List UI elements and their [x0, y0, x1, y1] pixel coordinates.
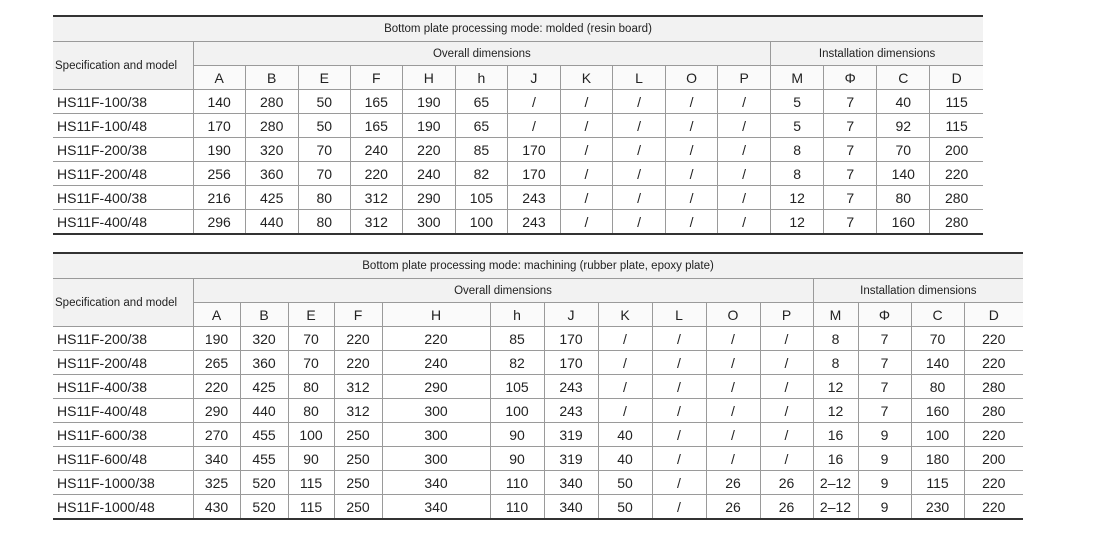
- value-cell: 82: [490, 351, 544, 375]
- dimensions-table-machining: [53, 252, 1023, 520]
- value-cell: 340: [382, 495, 490, 520]
- value-cell: 2–12: [813, 471, 858, 495]
- column-header: h: [455, 66, 507, 90]
- group-header-row: [53, 279, 1023, 303]
- value-cell: 220: [334, 327, 382, 351]
- value-cell: 26: [760, 495, 813, 520]
- column-header: F: [350, 66, 402, 90]
- value-cell: 50: [598, 471, 652, 495]
- value-cell: 250: [334, 423, 382, 447]
- value-cell: /: [666, 138, 718, 162]
- value-cell: 312: [334, 375, 382, 399]
- table-row: [53, 186, 983, 210]
- value-cell: 280: [964, 375, 1023, 399]
- table-row: [53, 138, 983, 162]
- column-header: A: [193, 303, 240, 327]
- value-cell: 7: [824, 186, 877, 210]
- table-row: [53, 90, 983, 114]
- value-cell: 220: [964, 471, 1023, 495]
- value-cell: 280: [245, 90, 298, 114]
- model-cell: HS11F-400/38: [53, 186, 193, 210]
- value-cell: 170: [507, 162, 560, 186]
- column-header: F: [334, 303, 382, 327]
- value-cell: 7: [858, 351, 911, 375]
- column-header: D: [930, 66, 983, 90]
- value-cell: 250: [334, 471, 382, 495]
- value-cell: 300: [402, 210, 455, 235]
- value-cell: /: [760, 351, 813, 375]
- value-cell: 220: [350, 162, 402, 186]
- value-cell: 65: [455, 90, 507, 114]
- value-cell: 325: [193, 471, 240, 495]
- value-cell: 243: [544, 399, 598, 423]
- value-cell: /: [652, 495, 706, 520]
- value-cell: /: [598, 399, 652, 423]
- value-cell: 180: [911, 447, 964, 471]
- value-cell: 7: [824, 114, 877, 138]
- table-title-row: [53, 16, 983, 42]
- value-cell: 115: [930, 90, 983, 114]
- value-cell: 296: [193, 210, 245, 235]
- value-cell: /: [598, 327, 652, 351]
- value-cell: 82: [455, 162, 507, 186]
- column-header: L: [613, 66, 666, 90]
- value-cell: 8: [813, 351, 858, 375]
- column-header: D: [964, 303, 1023, 327]
- value-cell: 360: [245, 162, 298, 186]
- table-row: [53, 471, 1023, 495]
- value-cell: 425: [245, 186, 298, 210]
- value-cell: 7: [858, 375, 911, 399]
- value-cell: 7: [824, 210, 877, 235]
- model-cell: HS11F-600/48: [53, 447, 193, 471]
- value-cell: 290: [382, 375, 490, 399]
- table-title-row: [53, 253, 1023, 279]
- table-row: [53, 495, 1023, 520]
- value-cell: 80: [298, 186, 350, 210]
- value-cell: /: [666, 90, 718, 114]
- value-cell: /: [560, 138, 612, 162]
- value-cell: /: [613, 114, 666, 138]
- value-cell: 16: [813, 423, 858, 447]
- value-cell: 80: [877, 186, 930, 210]
- value-cell: 220: [193, 375, 240, 399]
- value-cell: 80: [298, 210, 350, 235]
- value-cell: 170: [544, 327, 598, 351]
- value-cell: 190: [402, 90, 455, 114]
- value-cell: 12: [771, 186, 824, 210]
- table-title: Bottom plate processing mode: machining (rubber plate, epoxy plate): [53, 253, 1023, 279]
- value-cell: /: [560, 186, 612, 210]
- value-cell: 430: [193, 495, 240, 520]
- column-header: K: [598, 303, 652, 327]
- column-header: M: [813, 303, 858, 327]
- column-header: C: [877, 66, 930, 90]
- value-cell: 12: [771, 210, 824, 235]
- table-row: [53, 351, 1023, 375]
- value-cell: 115: [911, 471, 964, 495]
- model-cell: HS11F-400/48: [53, 399, 193, 423]
- value-cell: 12: [813, 399, 858, 423]
- value-cell: /: [598, 375, 652, 399]
- value-cell: 243: [507, 210, 560, 235]
- value-cell: 7: [824, 90, 877, 114]
- value-cell: 455: [240, 447, 288, 471]
- model-cell: HS11F-400/38: [53, 375, 193, 399]
- table-row: [53, 114, 983, 138]
- value-cell: /: [706, 447, 760, 471]
- value-cell: 220: [402, 138, 455, 162]
- value-cell: 80: [288, 399, 334, 423]
- value-cell: /: [652, 423, 706, 447]
- column-header: M: [771, 66, 824, 90]
- value-cell: 2–12: [813, 495, 858, 520]
- value-cell: 290: [193, 399, 240, 423]
- value-cell: 9: [858, 495, 911, 520]
- installation-dimensions-header: Installation dimensions: [771, 42, 983, 66]
- value-cell: /: [718, 114, 771, 138]
- value-cell: 520: [240, 471, 288, 495]
- value-cell: /: [560, 162, 612, 186]
- value-cell: 9: [858, 447, 911, 471]
- value-cell: 140: [193, 90, 245, 114]
- value-cell: 280: [245, 114, 298, 138]
- value-cell: 200: [964, 447, 1023, 471]
- column-header: P: [718, 66, 771, 90]
- value-cell: /: [507, 90, 560, 114]
- value-cell: /: [760, 327, 813, 351]
- overall-dimensions-header: Overall dimensions: [193, 279, 813, 303]
- model-cell: HS11F-200/48: [53, 162, 193, 186]
- value-cell: 300: [382, 447, 490, 471]
- value-cell: 115: [288, 495, 334, 520]
- value-cell: 312: [334, 399, 382, 423]
- value-cell: 105: [490, 375, 544, 399]
- value-cell: 90: [490, 447, 544, 471]
- column-header-row: [53, 303, 1023, 327]
- value-cell: /: [613, 162, 666, 186]
- value-cell: 90: [288, 447, 334, 471]
- value-cell: 360: [240, 351, 288, 375]
- value-cell: /: [613, 210, 666, 235]
- value-cell: 340: [382, 471, 490, 495]
- value-cell: 70: [298, 138, 350, 162]
- value-cell: 312: [350, 186, 402, 210]
- value-cell: /: [718, 138, 771, 162]
- value-cell: 26: [760, 471, 813, 495]
- value-cell: /: [560, 114, 612, 138]
- value-cell: /: [613, 138, 666, 162]
- model-cell: HS11F-200/38: [53, 138, 193, 162]
- value-cell: 80: [911, 375, 964, 399]
- value-cell: 270: [193, 423, 240, 447]
- column-header: Φ: [858, 303, 911, 327]
- installation-dimensions-header: Installation dimensions: [813, 279, 1023, 303]
- value-cell: /: [652, 471, 706, 495]
- column-header: O: [666, 66, 718, 90]
- value-cell: 140: [877, 162, 930, 186]
- column-header: J: [507, 66, 560, 90]
- value-cell: 40: [877, 90, 930, 114]
- value-cell: /: [760, 375, 813, 399]
- value-cell: 9: [858, 471, 911, 495]
- value-cell: 170: [193, 114, 245, 138]
- table-row: [53, 162, 983, 186]
- group-header-row: [53, 42, 983, 66]
- value-cell: 320: [245, 138, 298, 162]
- value-cell: /: [560, 90, 612, 114]
- value-cell: 340: [193, 447, 240, 471]
- value-cell: 9: [858, 423, 911, 447]
- value-cell: /: [652, 375, 706, 399]
- value-cell: 520: [240, 495, 288, 520]
- column-header: h: [490, 303, 544, 327]
- value-cell: 216: [193, 186, 245, 210]
- value-cell: 165: [350, 90, 402, 114]
- model-cell: HS11F-100/48: [53, 114, 193, 138]
- value-cell: 5: [771, 114, 824, 138]
- column-header: J: [544, 303, 598, 327]
- value-cell: 50: [298, 90, 350, 114]
- value-cell: /: [507, 114, 560, 138]
- column-header: B: [245, 66, 298, 90]
- value-cell: /: [598, 351, 652, 375]
- value-cell: 5: [771, 90, 824, 114]
- value-cell: 340: [544, 495, 598, 520]
- model-cell: HS11F-1000/38: [53, 471, 193, 495]
- value-cell: 455: [240, 423, 288, 447]
- dimensions-table-molded: [53, 15, 983, 235]
- value-cell: /: [652, 351, 706, 375]
- value-cell: 70: [911, 327, 964, 351]
- value-cell: /: [666, 210, 718, 235]
- value-cell: 220: [964, 327, 1023, 351]
- value-cell: 160: [911, 399, 964, 423]
- value-cell: 165: [350, 114, 402, 138]
- value-cell: /: [718, 186, 771, 210]
- value-cell: 250: [334, 447, 382, 471]
- value-cell: /: [706, 375, 760, 399]
- model-cell: HS11F-1000/48: [53, 495, 193, 520]
- table-row: [53, 375, 1023, 399]
- value-cell: 110: [490, 471, 544, 495]
- value-cell: 90: [490, 423, 544, 447]
- value-cell: 256: [193, 162, 245, 186]
- value-cell: 12: [813, 375, 858, 399]
- value-cell: 170: [544, 351, 598, 375]
- value-cell: 280: [930, 186, 983, 210]
- column-header: P: [760, 303, 813, 327]
- value-cell: 190: [193, 327, 240, 351]
- value-cell: /: [666, 186, 718, 210]
- table-row: [53, 399, 1023, 423]
- value-cell: 26: [706, 471, 760, 495]
- value-cell: 280: [930, 210, 983, 235]
- value-cell: 340: [544, 471, 598, 495]
- column-header: E: [298, 66, 350, 90]
- value-cell: 70: [288, 327, 334, 351]
- value-cell: /: [760, 423, 813, 447]
- value-cell: /: [560, 210, 612, 235]
- value-cell: 100: [490, 399, 544, 423]
- value-cell: /: [706, 399, 760, 423]
- column-header: B: [240, 303, 288, 327]
- value-cell: 200: [930, 138, 983, 162]
- table-row: [53, 327, 1023, 351]
- value-cell: /: [666, 162, 718, 186]
- value-cell: 190: [193, 138, 245, 162]
- spec-model-header: Specification and model: [53, 42, 193, 90]
- value-cell: 220: [964, 351, 1023, 375]
- value-cell: 50: [298, 114, 350, 138]
- value-cell: 40: [598, 447, 652, 471]
- value-cell: 140: [911, 351, 964, 375]
- value-cell: 320: [240, 327, 288, 351]
- value-cell: /: [760, 447, 813, 471]
- value-cell: 440: [245, 210, 298, 235]
- value-cell: 319: [544, 423, 598, 447]
- value-cell: 65: [455, 114, 507, 138]
- value-cell: 160: [877, 210, 930, 235]
- value-cell: 265: [193, 351, 240, 375]
- value-cell: /: [666, 114, 718, 138]
- value-cell: 220: [334, 351, 382, 375]
- value-cell: 7: [858, 399, 911, 423]
- model-cell: HS11F-200/48: [53, 351, 193, 375]
- column-header: H: [382, 303, 490, 327]
- value-cell: /: [652, 327, 706, 351]
- column-header: O: [706, 303, 760, 327]
- value-cell: /: [718, 162, 771, 186]
- value-cell: /: [718, 210, 771, 235]
- value-cell: 85: [455, 138, 507, 162]
- value-cell: 230: [911, 495, 964, 520]
- value-cell: 7: [858, 327, 911, 351]
- table-title: Bottom plate processing mode: molded (resin board): [53, 16, 983, 42]
- value-cell: 70: [877, 138, 930, 162]
- value-cell: /: [613, 186, 666, 210]
- value-cell: 100: [288, 423, 334, 447]
- value-cell: 250: [334, 495, 382, 520]
- value-cell: 240: [382, 351, 490, 375]
- table-row: [53, 447, 1023, 471]
- value-cell: 220: [964, 495, 1023, 520]
- value-cell: 190: [402, 114, 455, 138]
- value-cell: 110: [490, 495, 544, 520]
- column-header: L: [652, 303, 706, 327]
- value-cell: 170: [507, 138, 560, 162]
- value-cell: 70: [288, 351, 334, 375]
- value-cell: 243: [507, 186, 560, 210]
- spec-model-header: Specification and model: [53, 279, 193, 327]
- value-cell: 240: [402, 162, 455, 186]
- value-cell: 300: [382, 399, 490, 423]
- value-cell: 100: [911, 423, 964, 447]
- value-cell: 7: [824, 138, 877, 162]
- value-cell: 8: [813, 327, 858, 351]
- value-cell: 50: [598, 495, 652, 520]
- value-cell: 40: [598, 423, 652, 447]
- column-header: K: [560, 66, 612, 90]
- table-row: [53, 423, 1023, 447]
- overall-dimensions-header: Overall dimensions: [193, 42, 771, 66]
- value-cell: 26: [706, 495, 760, 520]
- value-cell: 440: [240, 399, 288, 423]
- value-cell: 105: [455, 186, 507, 210]
- value-cell: 80: [288, 375, 334, 399]
- value-cell: /: [706, 423, 760, 447]
- value-cell: /: [652, 399, 706, 423]
- value-cell: 115: [930, 114, 983, 138]
- value-cell: 290: [402, 186, 455, 210]
- model-cell: HS11F-400/48: [53, 210, 193, 235]
- value-cell: 16: [813, 447, 858, 471]
- value-cell: 240: [350, 138, 402, 162]
- value-cell: /: [760, 399, 813, 423]
- value-cell: 7: [824, 162, 877, 186]
- column-header-row: [53, 66, 983, 90]
- value-cell: 220: [930, 162, 983, 186]
- model-cell: HS11F-200/38: [53, 327, 193, 351]
- value-cell: 319: [544, 447, 598, 471]
- value-cell: 220: [382, 327, 490, 351]
- value-cell: 85: [490, 327, 544, 351]
- model-cell: HS11F-600/38: [53, 423, 193, 447]
- value-cell: 8: [771, 138, 824, 162]
- value-cell: 70: [298, 162, 350, 186]
- value-cell: 300: [382, 423, 490, 447]
- value-cell: 312: [350, 210, 402, 235]
- value-cell: /: [706, 351, 760, 375]
- value-cell: 280: [964, 399, 1023, 423]
- value-cell: /: [706, 327, 760, 351]
- value-cell: 100: [455, 210, 507, 235]
- column-header: H: [402, 66, 455, 90]
- column-header: E: [288, 303, 334, 327]
- value-cell: /: [718, 90, 771, 114]
- value-cell: 115: [288, 471, 334, 495]
- value-cell: 425: [240, 375, 288, 399]
- column-header: A: [193, 66, 245, 90]
- column-header: C: [911, 303, 964, 327]
- value-cell: /: [652, 447, 706, 471]
- value-cell: /: [613, 90, 666, 114]
- table-row: [53, 210, 983, 235]
- value-cell: 243: [544, 375, 598, 399]
- column-header: Φ: [824, 66, 877, 90]
- value-cell: 8: [771, 162, 824, 186]
- value-cell: 92: [877, 114, 930, 138]
- model-cell: HS11F-100/38: [53, 90, 193, 114]
- value-cell: 220: [964, 423, 1023, 447]
